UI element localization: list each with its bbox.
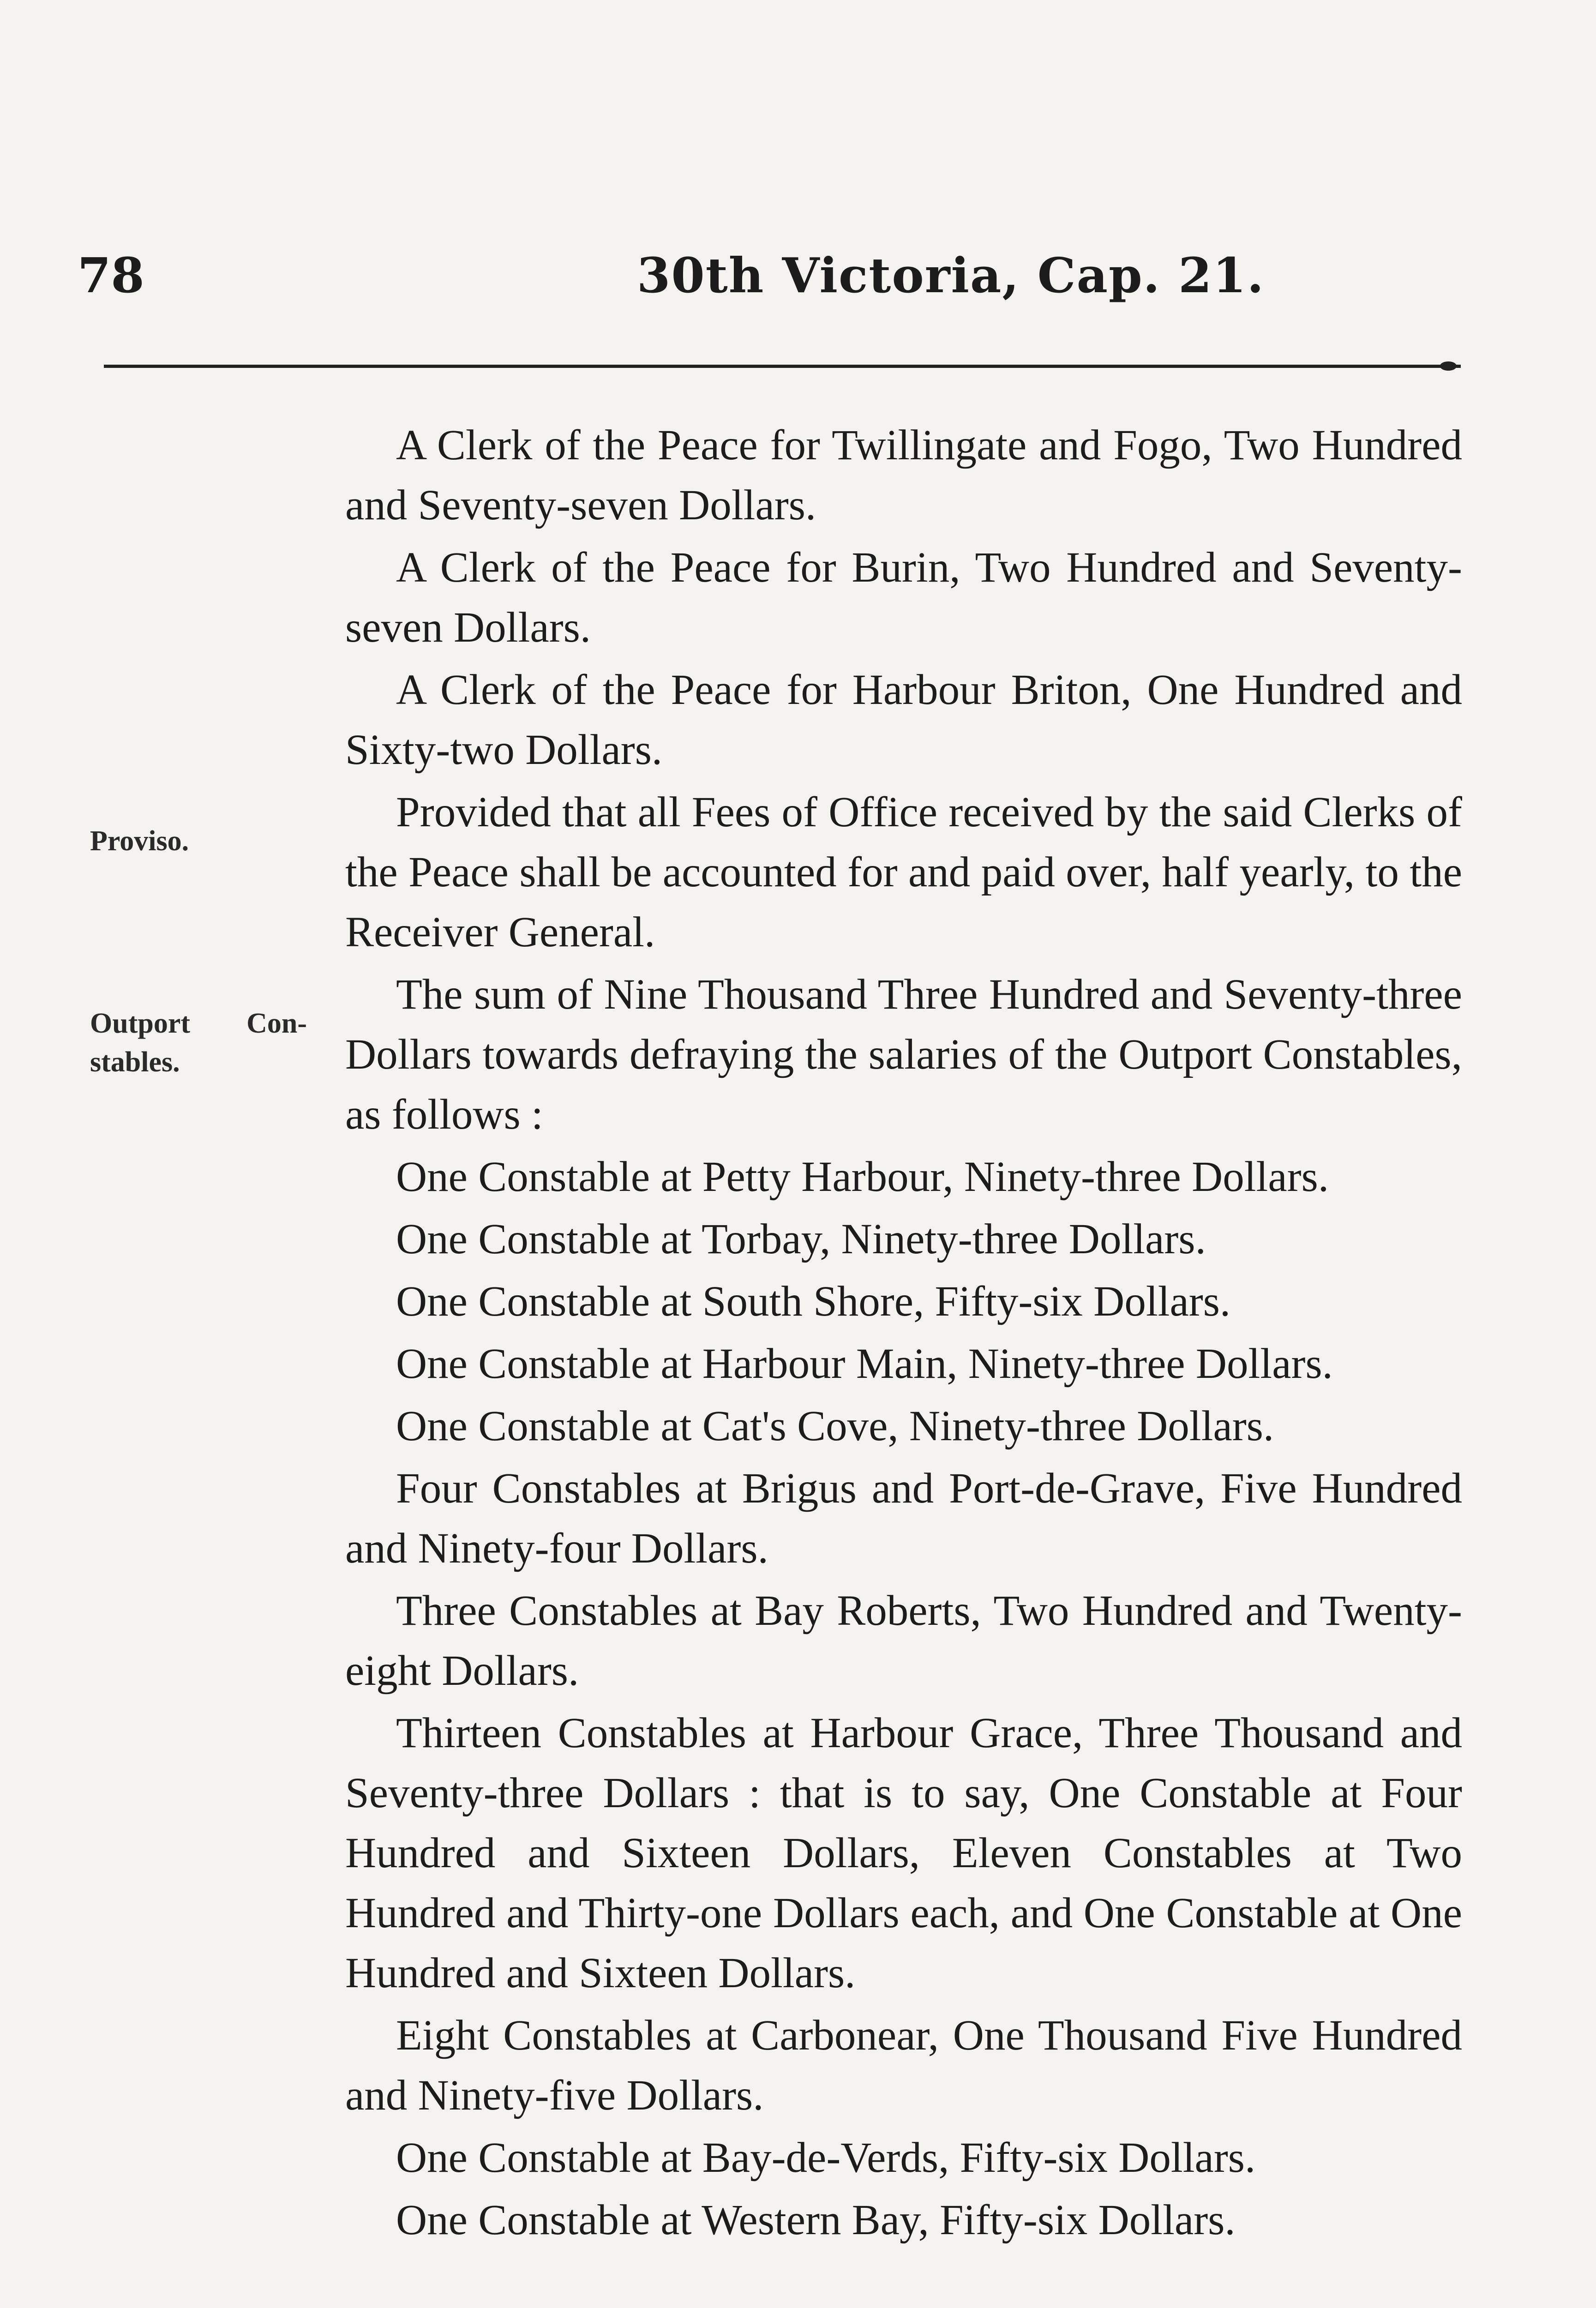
paragraph: Thirteen Constables at Harbour Grace, Three Thousand and Seventy-three Dollars : that is to say, One Constable at Four Hundred and Sixteen Dollars, Eleven Constables at Two Hundred and Thirty-one Dollars each, and One Constable at One Hundred and Sixteen Dollars. bbox=[345, 1709, 1462, 1997]
header-rule-end bbox=[1440, 361, 1457, 371]
paragraph: A Clerk of the Peace for Burin, Two Hundred and Seventy-seven Dollars. bbox=[345, 544, 1462, 651]
paragraph: Three Constables at Bay Roberts, Two Hundred and Twenty-eight Dollars. bbox=[345, 1587, 1462, 1695]
paragraph: A Clerk of the Peace for Twillingate and Fogo, Two Hundred and Seventy-seven Dollars. bbox=[345, 421, 1462, 529]
paragraph: One Constable at Bay-de-Verds, Fifty-six Dollars. bbox=[396, 2134, 1256, 2182]
header-rule bbox=[104, 365, 1461, 368]
running-head: 30th Victoria, Cap. 21. bbox=[637, 247, 1265, 304]
paragraph: One Constable at Western Bay, Fifty-six Dollars. bbox=[396, 2196, 1236, 2244]
paragraph-outport-constables: The sum of Nine Thousand Three Hundred and Seventy-three Dollars towards defraying the salaries of the Outport Constables, as follows : bbox=[345, 971, 1462, 1138]
paragraph: One Constable at Torbay, Ninety-three Dollars. bbox=[396, 1215, 1206, 1263]
paragraph: One Constable at Harbour Main, Ninety-three Dollars. bbox=[396, 1340, 1333, 1388]
paragraph: Four Constables at Brigus and Port-de-Grave, Five Hundred and Ninety-four Dollars. bbox=[345, 1465, 1462, 1572]
paragraph-proviso: Provided that all Fees of Office received by the said Clerks of the Peace shall be accounted for and paid over, half yearly, to the Receiver General. bbox=[345, 788, 1462, 956]
paragraph: A Clerk of the Peace for Harbour Briton, One Hundred and Sixty-two Dollars. bbox=[345, 666, 1462, 774]
body-text bbox=[345, 415, 1462, 2253]
paragraph: One Constable at Cat's Cove, Ninety-three Dollars. bbox=[396, 1402, 1274, 1450]
paragraph: Eight Constables at Carbonear, One Thousand Five Hundred and Ninety-five Dollars. bbox=[345, 2012, 1462, 2119]
paragraph: One Constable at Petty Harbour, Ninety-three Dollars. bbox=[396, 1153, 1329, 1201]
page-number: 78 bbox=[78, 247, 144, 304]
margin-note-outport-constables: Outport Con-stables. bbox=[90, 1008, 307, 1078]
paragraph: One Constable at South Shore, Fifty-six Dollars. bbox=[396, 1278, 1231, 1325]
margin-note-proviso: Proviso. bbox=[90, 825, 189, 857]
